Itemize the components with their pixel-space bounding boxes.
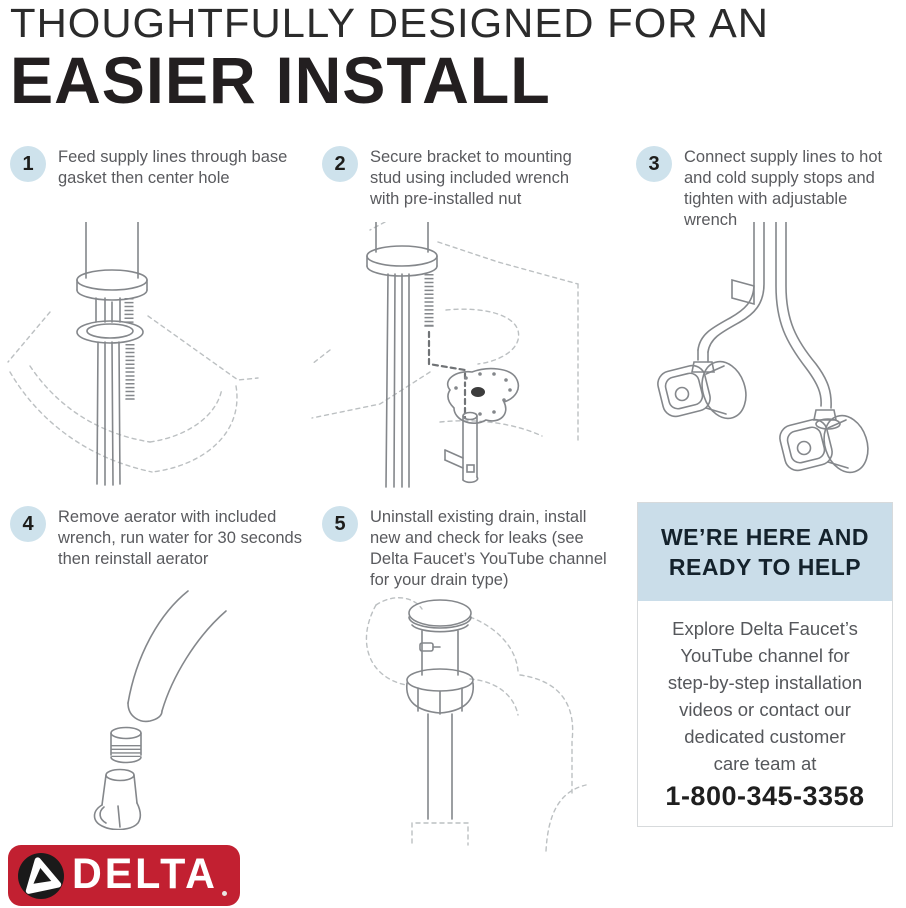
step-5-number-badge xyxy=(322,506,358,542)
step-2 xyxy=(322,146,612,210)
registered-mark-dot xyxy=(222,891,227,896)
step-3-text: Connect supply lines to hot and cold supply stops and tighten with adjustable wrench xyxy=(684,148,883,229)
delta-triangle-icon xyxy=(16,851,66,901)
aerator-wrench-illustration-icon xyxy=(0,585,300,830)
step-1-number-badge xyxy=(10,146,46,182)
step-2-number-badge xyxy=(322,146,358,182)
step-5-text: Uninstall existing drain, install new and check for leaks (see Delta Faucet’s YouTube channel for your drain type) xyxy=(370,508,607,589)
delta-logo xyxy=(8,845,240,906)
step-4-number: 4 xyxy=(22,512,34,535)
supply-stops-illustration-icon xyxy=(620,222,906,502)
step-5 xyxy=(322,506,620,591)
step-5-number: 5 xyxy=(334,512,346,535)
title-line-1: THOUGHTFULLY DESIGNED FOR AN xyxy=(10,0,769,46)
page-title: EASIER INSTALL xyxy=(10,43,551,117)
help-box-header xyxy=(638,503,892,601)
delta-logo-text: DELTA xyxy=(72,849,218,898)
step-4-text: Remove aerator with included wrench, run water for 30 seconds then reinstall aerator xyxy=(58,508,302,568)
step-4 xyxy=(10,506,308,570)
step-3-number-badge xyxy=(636,146,672,182)
drain-assembly-illustration-icon xyxy=(310,583,610,855)
help-box-title: WE’RE HERE AND READY TO HELP xyxy=(660,524,870,580)
help-box-text: Explore Delta Faucet’s YouTube channel for step-by-step installation videos or contact our dedicated customer care team at xyxy=(667,618,863,774)
step-3 xyxy=(636,146,904,231)
step-1-text: Feed supply lines through base gasket then center hole xyxy=(58,148,288,187)
faucet-base-gasket-illustration-icon xyxy=(0,222,300,502)
step-2-number: 2 xyxy=(334,152,346,175)
step-2-text: Secure bracket to mounting stud using included wrench with pre-installed nut xyxy=(370,148,572,208)
step-4-number-badge xyxy=(10,506,46,542)
title-block xyxy=(10,0,769,117)
help-box-body xyxy=(638,601,892,812)
step-3-number: 3 xyxy=(648,152,660,175)
step-1 xyxy=(10,146,300,189)
step-1-number: 1 xyxy=(22,152,34,175)
mounting-bracket-wrench-illustration-icon xyxy=(310,222,610,502)
support-phone-number: 1-800-345-3358 xyxy=(665,781,865,811)
help-box xyxy=(637,502,893,827)
